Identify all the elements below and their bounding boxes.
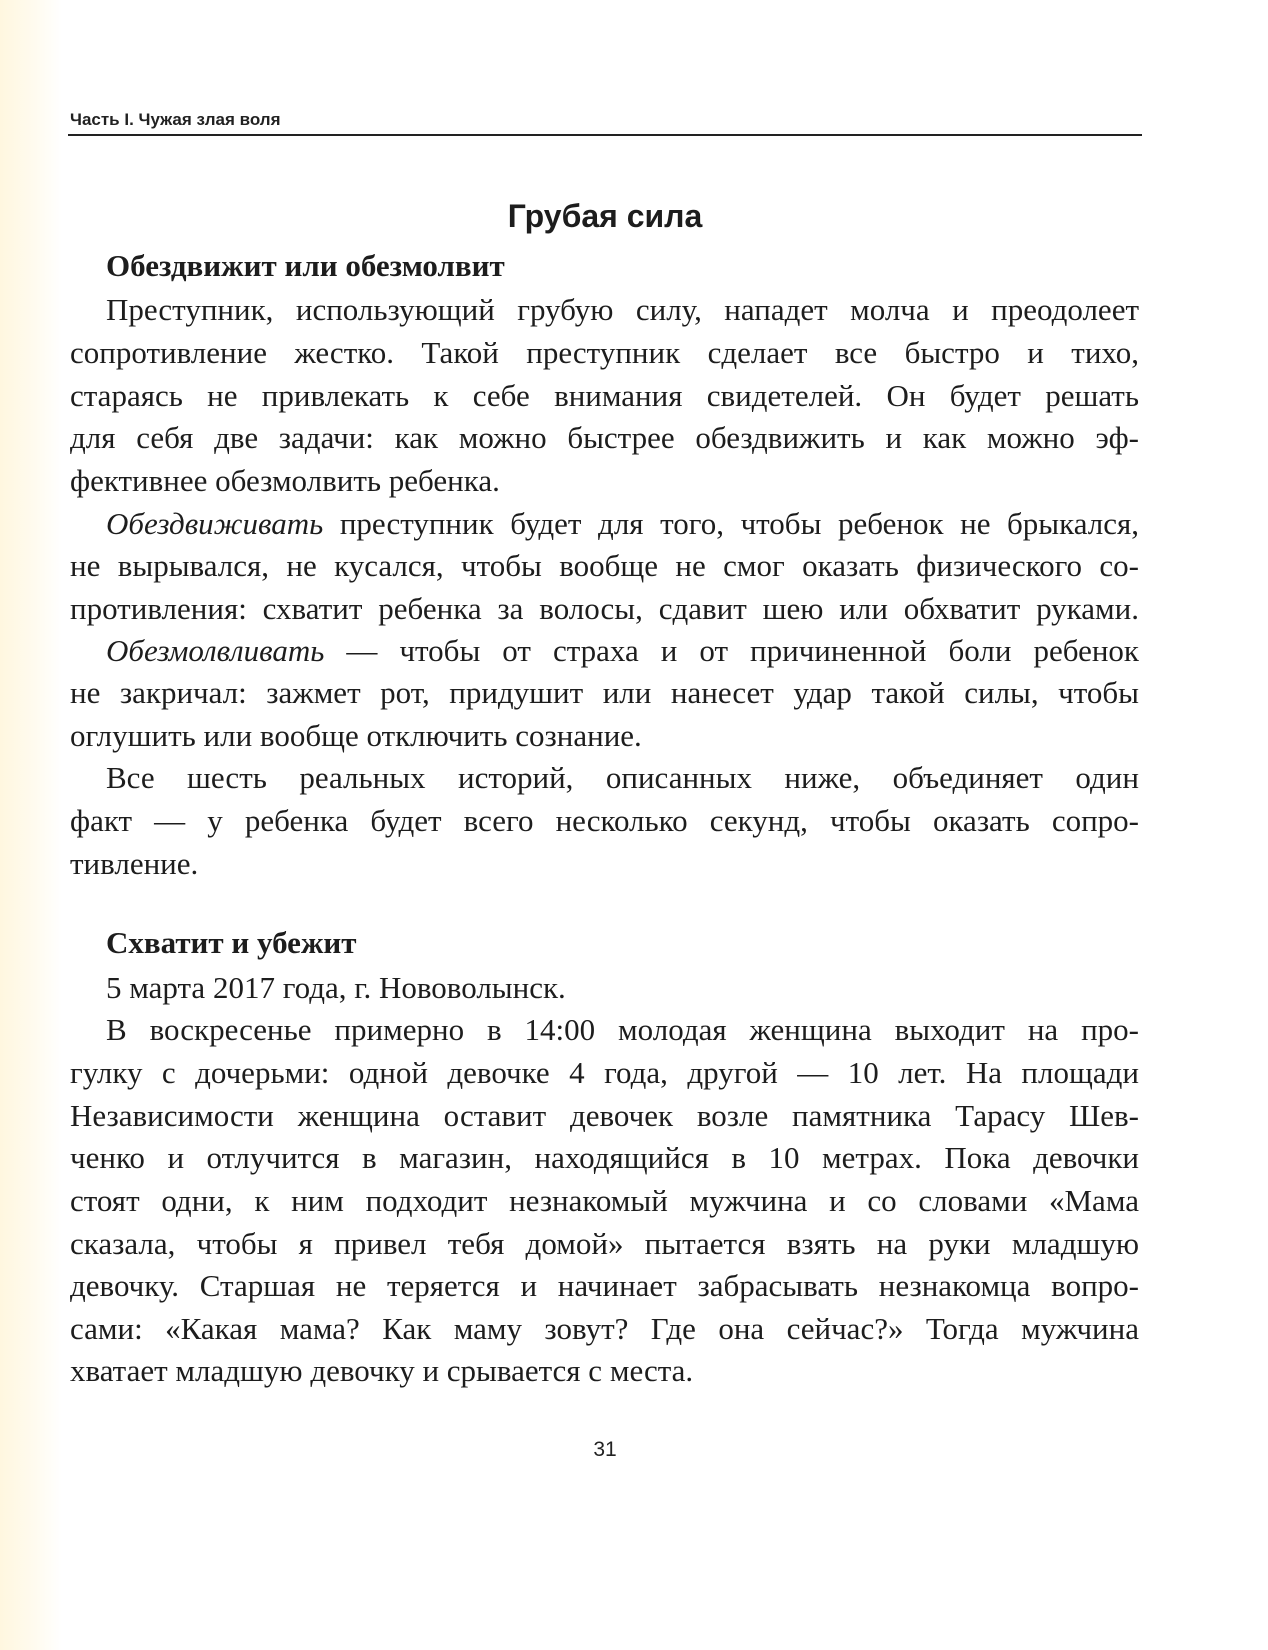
text-line — [106, 504, 1139, 544]
italic-term: Обездвиживать — [106, 506, 324, 541]
text-line: для себя две задачи: как можно быстрее обездвижить и как можно эф- — [70, 420, 1139, 455]
text-line: факт — у ребенка будет всего несколько секунд, чтобы оказать сопро- — [70, 803, 1139, 838]
page-edge-tint — [0, 0, 62, 1650]
text-line: Преступник, использующий грубую силу, нападет молча и преодолеет — [106, 292, 1139, 327]
section-title: Грубая сила — [507, 198, 703, 234]
text-line: фективнее обезмолвить ребенка. — [70, 463, 500, 498]
header-rule — [68, 134, 1142, 136]
page-number: 31 — [593, 1438, 617, 1461]
text-line: оглушить или вообще отключить сознание. — [70, 718, 642, 753]
dateline: 5 марта 2017 года, г. Нововолынск. — [106, 970, 566, 1005]
text-line: сказала, чтобы я привел тебя домой» пытается взять на руки младшую — [70, 1226, 1139, 1261]
text-line: стоят одни, к ним подходит незнакомый мужчина и со словами «Мама — [70, 1183, 1139, 1218]
text-line — [106, 631, 1139, 671]
text-line: хватает младшую девочку и срывается с места. — [70, 1353, 694, 1388]
text-line: сами: «Какая мама? Как маму зовут? Где она сейчас?» Тогда мужчина — [70, 1311, 1139, 1346]
text-line: ченко и отлучится в магазин, находящийся в 10 метрах. Пока девочки — [70, 1140, 1139, 1175]
running-header: Часть I. Чужая злая воля — [70, 110, 281, 129]
text-run: преступник будет для того, чтобы ребенок не брыкался, — [323, 506, 1139, 541]
text-line: стараясь не привлекать к себе внимания свидетелей. Он будет решать — [70, 378, 1139, 413]
text-line: Независимости женщина оставит девочек возле памятника Тарасу Шев- — [70, 1098, 1139, 1133]
text-line: тивление. — [70, 846, 199, 881]
text-line: сопротивление жестко. Такой преступник сделает все быстро и тихо, — [70, 335, 1139, 370]
subsection-title: Обездвижит или обезмолвит — [106, 248, 505, 283]
text-line: гулку с дочерьми: одной девочке 4 года, другой — 10 лет. На площади — [70, 1055, 1139, 1090]
subsection-title: Схватит и убежит — [106, 925, 357, 960]
text-run: — чтобы от страха и от причиненной боли ребенок — [324, 633, 1139, 668]
text-line: противления: схватит ребенка за волосы, сдавит шею или обхватит руками. — [70, 591, 1139, 626]
italic-term: Обезмолвливать — [106, 633, 325, 668]
text-line: не вырывался, не кусался, чтобы вообще не смог оказать физического со- — [70, 548, 1139, 583]
text-line: девочку. Старшая не теряется и начинает забрасывать незнакомца вопро- — [70, 1268, 1139, 1303]
text-line: не закричал: зажмет рот, придушит или нанесет удар такой силы, чтобы — [70, 675, 1139, 710]
text-line: В воскресенье примерно в 14:00 молодая женщина выходит на про- — [106, 1012, 1139, 1047]
text-line: Все шесть реальных историй, описанных ниже, объединяет один — [106, 760, 1139, 795]
